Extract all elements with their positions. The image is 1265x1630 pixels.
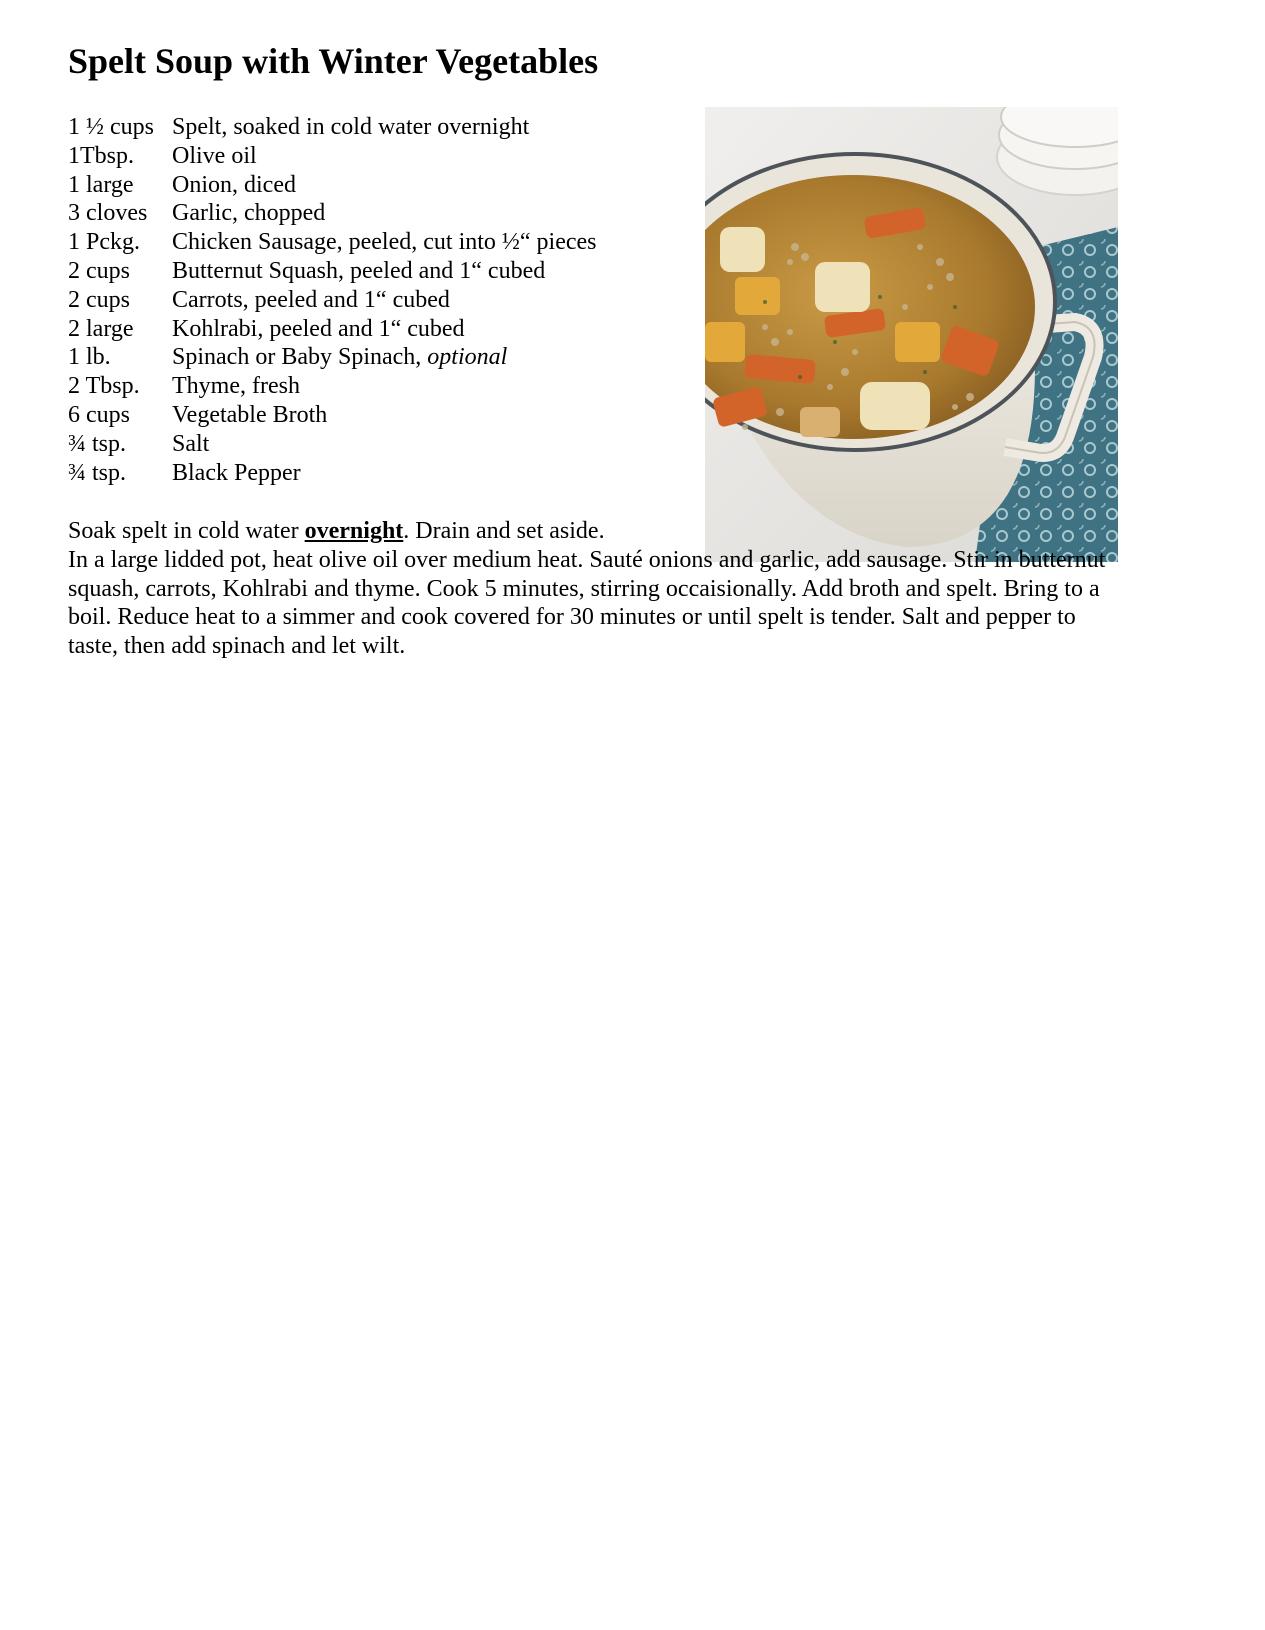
ingredient-name: Thyme, fresh xyxy=(172,373,300,400)
stacked-bowls xyxy=(997,107,1118,195)
ingredient-quantity: 1 lb. xyxy=(68,344,111,371)
ingredient-quantity: 2 cups xyxy=(68,257,130,284)
ingredient-row xyxy=(68,343,688,372)
ingredient-quantity: 2 cups xyxy=(68,286,130,313)
ingredient-row xyxy=(68,171,688,200)
ingredient-row xyxy=(68,142,688,171)
ingredient-quantity: 2 large xyxy=(68,315,134,342)
instruction-text: . Drain and set aside. xyxy=(403,518,605,544)
ingredient-quantity: 3 cloves xyxy=(68,200,148,227)
instructions xyxy=(68,517,1118,661)
ingredient-name: Salt xyxy=(172,430,210,457)
ingredient-row xyxy=(68,286,688,315)
ingredient-name: Garlic, chopped xyxy=(172,200,326,227)
ingredient-row xyxy=(68,401,688,430)
ingredient-row xyxy=(68,459,688,488)
ingredient-name: Olive oil xyxy=(172,142,257,169)
ingredient-name xyxy=(172,343,507,372)
ingredient-row xyxy=(68,372,688,401)
ingredient-quantity: 1Tbsp. xyxy=(68,142,134,169)
ingredient-list xyxy=(68,113,688,487)
recipe-title: Spelt Soup with Winter Vegetables xyxy=(68,41,599,81)
ingredient-name: Carrots, peeled and 1“ cubed xyxy=(172,286,450,313)
ingredient-row xyxy=(68,228,688,257)
ingredient-name-text: Spinach or Baby Spinach, xyxy=(172,344,428,371)
instruction-paragraph: In a large lidded pot, heat olive oil over medium heat. Sauté onions and garlic, add sausage. Stir in butternut squash, carrots, Kohlrabi and thyme. Cook 5 minutes, stirring occaisionally. Add broth and spelt. Bring to a boil. Reduce heat to a simmer and cook covered for 30 minutes or until spelt is tender. Salt and pepper to taste, then add spinach and let wilt. xyxy=(68,546,1106,660)
ingredient-name: Spelt, soaked in cold water overnight xyxy=(172,114,530,140)
ingredient-row xyxy=(68,430,688,459)
ingredient-quantity: 1 Pckg. xyxy=(68,229,140,256)
ingredient-name: Vegetable Broth xyxy=(172,401,328,428)
ingredient-quantity: ¾ tsp. xyxy=(68,459,127,486)
soup-pot-photo xyxy=(705,107,1118,562)
ingredient-quantity: 6 cups xyxy=(68,401,130,428)
ingredient-row xyxy=(68,199,688,228)
ingredient-name: Onion, diced xyxy=(172,171,296,198)
ingredient-optional-note: optional xyxy=(427,344,508,371)
instruction-emphasis: overnight xyxy=(304,518,404,544)
ingredient-name: Chicken Sausage, peeled, cut into ½“ pieces xyxy=(172,229,597,256)
ingredient-name: Kohlrabi, peeled and 1“ cubed xyxy=(172,315,465,342)
ingredient-name: Butternut Squash, peeled and 1“ cubed xyxy=(172,257,546,284)
ingredient-quantity: 2 Tbsp. xyxy=(68,373,140,400)
ingredient-row xyxy=(68,113,688,142)
ingredient-row xyxy=(68,315,688,344)
ingredient-quantity: ¾ tsp. xyxy=(68,430,127,457)
instruction-text: Soak spelt in cold water xyxy=(68,518,305,544)
ingredient-quantity: 1 large xyxy=(68,171,134,198)
ingredient-name: Black Pepper xyxy=(172,459,301,486)
ingredient-row xyxy=(68,257,688,286)
ingredient-quantity: 1 ½ cups xyxy=(68,114,154,140)
instruction-step-soak xyxy=(68,517,668,546)
